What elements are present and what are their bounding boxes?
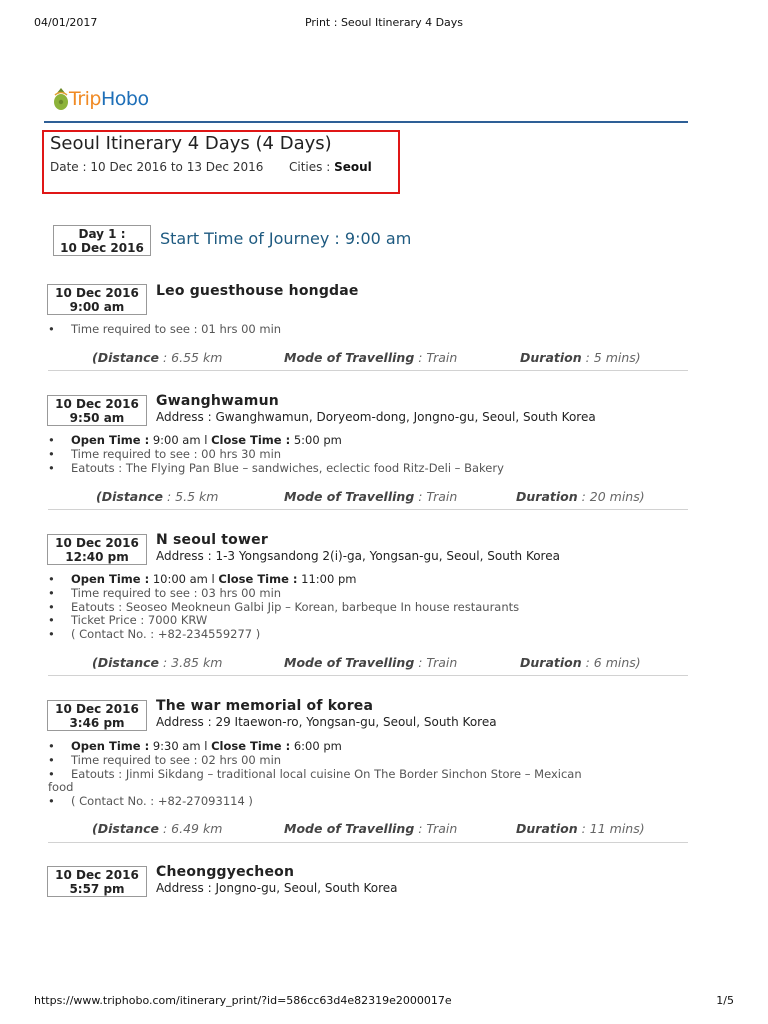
close-time-label: Close Time :: [218, 572, 298, 586]
stop-date: 10 Dec 2016: [55, 868, 139, 882]
close-time-label: Close Time :: [211, 433, 291, 447]
stop-time-badge: [47, 395, 147, 426]
stop-time-badge: [47, 700, 147, 731]
time-required-row: [48, 323, 608, 337]
distance-label: (Distance: [92, 350, 160, 365]
open-time-value: 9:30 am l: [149, 739, 212, 753]
itinerary-meta: [50, 160, 372, 174]
distance-value: : 6.55 km: [159, 350, 223, 365]
triphobo-logo[interactable]: [52, 82, 152, 116]
distance-label: (Distance: [92, 821, 160, 836]
print-title: Print : Seoul Itinerary 4 Days: [304, 16, 464, 29]
mode-value: : Train: [414, 821, 458, 836]
time-required-row: [48, 754, 588, 768]
bullet-icon: •: [48, 627, 55, 642]
close-time-value: 11:00 pm: [297, 572, 357, 586]
stop-date: 10 Dec 2016: [55, 397, 139, 411]
stop-time-badge: [47, 534, 147, 565]
stop-name: Gwanghwamun: [156, 393, 279, 409]
divider: [48, 370, 688, 371]
open-time-label: Open Time :: [71, 739, 150, 753]
distance-label: (Distance: [96, 489, 164, 504]
duration-label: Duration: [520, 350, 582, 365]
time-required-row: [48, 587, 608, 601]
bullet-icon: •: [48, 433, 55, 447]
time-required: Time required to see : 03 hrs 00 min: [71, 585, 282, 600]
stop-time: 12:40 pm: [65, 550, 129, 564]
eatouts-row: [48, 601, 608, 615]
close-time-value: 6:00 pm: [290, 739, 342, 753]
divider: [48, 675, 688, 676]
duration-value: : 6 mins): [581, 655, 641, 670]
bullet-icon: •: [48, 766, 55, 781]
day-date: 10 Dec 2016: [60, 241, 144, 255]
bullet-icon: •: [48, 613, 55, 628]
eatouts: Eatouts : Jinmi Sikdang – traditional local cuisine On The Border Sinchon Store – Mexican food: [48, 766, 582, 795]
travel-info: [0, 350, 768, 368]
bullet-icon: •: [48, 572, 55, 586]
contact-row: [48, 628, 608, 642]
stop-details: [48, 573, 608, 642]
travel-info: [0, 821, 768, 839]
stop-details: [48, 740, 588, 809]
hours-row: [48, 740, 588, 754]
print-header: [34, 16, 734, 32]
contact-row: [48, 795, 588, 809]
itinerary-title-box: [42, 130, 400, 194]
bullet-icon: •: [48, 322, 55, 336]
eatouts: Eatouts : Seoseo Meokneun Galbi Jip – Korean, barbeque In house restaurants: [71, 599, 520, 614]
travel-bag-icon: [52, 86, 70, 112]
stop-name: N seoul tower: [156, 532, 268, 548]
contact-number: ( Contact No. : +82-234559277 ): [71, 627, 261, 642]
distance-label: (Distance: [92, 655, 160, 670]
cities-value: Seoul: [334, 160, 372, 174]
contact-number: ( Contact No. : +82-27093114 ): [71, 794, 253, 809]
time-required: Time required to see : 00 hrs 30 min: [71, 446, 282, 461]
date-value: 10 Dec 2016 to 13 Dec 2016: [90, 160, 264, 174]
stop-address: Address : Gwanghwamun, Doryeom-dong, Jongno-gu, Seoul, South Korea: [156, 410, 596, 424]
duration-label: Duration: [520, 655, 582, 670]
distance-value: : 3.85 km: [159, 655, 223, 670]
bullet-icon: •: [48, 752, 55, 767]
time-required-row: [48, 448, 608, 462]
stop-address: Address : 29 Itaewon-ro, Yongsan-gu, Seoul, South Korea: [156, 715, 497, 729]
ticket-price-row: [48, 614, 608, 628]
stop-date: 10 Dec 2016: [55, 702, 139, 716]
duration-value: : 20 mins): [577, 489, 645, 504]
print-date: 04/01/2017: [34, 16, 98, 29]
stop-address: Address : 1-3 Yongsandong 2(i)-ga, Yongsan-gu, Seoul, South Korea: [156, 549, 560, 563]
stop-details: [48, 323, 608, 337]
stop-time: 3:46 pm: [69, 716, 125, 730]
itinerary-title: Seoul Itinerary 4 Days (4 Days): [50, 133, 332, 154]
stop-time-badge: [47, 284, 147, 315]
open-time-value: 10:00 am l: [149, 572, 219, 586]
start-time-of-journey: Start Time of Journey : 9:00 am: [160, 229, 412, 248]
open-time-value: 9:00 am l: [149, 433, 212, 447]
bullet-icon: •: [48, 739, 55, 753]
logo-hobo-text: Hobo: [100, 88, 149, 110]
stop-date: 10 Dec 2016: [55, 286, 139, 300]
ticket-price: Ticket Price : 7000 KRW: [71, 613, 208, 628]
logo-trip-text: Trip: [69, 88, 101, 110]
stop-name: Cheonggyecheon: [156, 864, 295, 880]
travel-info: [0, 489, 768, 507]
date-label: Date :: [50, 160, 91, 174]
stop-time: 5:57 pm: [69, 882, 125, 896]
stop-time-badge: [47, 866, 147, 897]
stop-name: Leo guesthouse hongdae: [156, 283, 359, 299]
cities-label: Cities :: [289, 160, 335, 174]
time-required: Time required to see : 02 hrs 00 min: [71, 752, 282, 767]
day-badge: [53, 225, 151, 256]
mode-value: : Train: [414, 350, 458, 365]
header-divider: [44, 121, 688, 123]
mode-label: Mode of Travelling: [284, 350, 415, 365]
close-time-label: Close Time :: [211, 739, 291, 753]
page-number: 1/5: [716, 994, 734, 1007]
bullet-icon: •: [48, 585, 55, 600]
duration-value: : 11 mins): [577, 821, 645, 836]
stop-name: The war memorial of korea: [156, 698, 374, 714]
open-time-label: Open Time :: [71, 433, 150, 447]
open-time-label: Open Time :: [71, 572, 150, 586]
stop-address: Address : Jongno-gu, Seoul, South Korea: [156, 881, 398, 895]
stop-time: 9:50 am: [69, 411, 125, 425]
divider: [48, 509, 688, 510]
eatouts: Eatouts : The Flying Pan Blue – sandwiches, eclectic food Ritz-Deli – Bakery: [71, 460, 504, 475]
print-url[interactable]: https://www.triphobo.com/itinerary_print/?id=586cc63d4e82319e2000017e: [34, 994, 452, 1007]
travel-info: [0, 655, 768, 673]
bullet-icon: •: [48, 460, 55, 475]
stop-details: [48, 434, 608, 475]
bullet-icon: •: [48, 794, 55, 809]
stop-date: 10 Dec 2016: [55, 536, 139, 550]
mode-value: : Train: [414, 489, 458, 504]
bullet-icon: •: [48, 446, 55, 461]
stop-time: 9:00 am: [69, 300, 125, 314]
duration-label: Duration: [516, 489, 578, 504]
distance-value: : 5.5 km: [163, 489, 219, 504]
logo-text: [69, 88, 149, 110]
time-required: Time required to see : 01 hrs 00 min: [71, 322, 282, 336]
close-time-value: 5:00 pm: [290, 433, 342, 447]
mode-label: Mode of Travelling: [284, 489, 415, 504]
distance-value: : 6.49 km: [159, 821, 223, 836]
hours-row: [48, 573, 608, 587]
mode-label: Mode of Travelling: [284, 821, 415, 836]
print-footer: [34, 994, 734, 1010]
day-label: Day 1 :: [78, 227, 126, 241]
bullet-icon: •: [48, 599, 55, 614]
eatouts-row: [48, 768, 588, 796]
duration-value: : 5 mins): [581, 350, 641, 365]
eatouts-row: [48, 462, 608, 476]
duration-label: Duration: [516, 821, 578, 836]
hours-row: [48, 434, 608, 448]
mode-label: Mode of Travelling: [284, 655, 415, 670]
divider: [48, 842, 688, 843]
mode-value: : Train: [414, 655, 458, 670]
